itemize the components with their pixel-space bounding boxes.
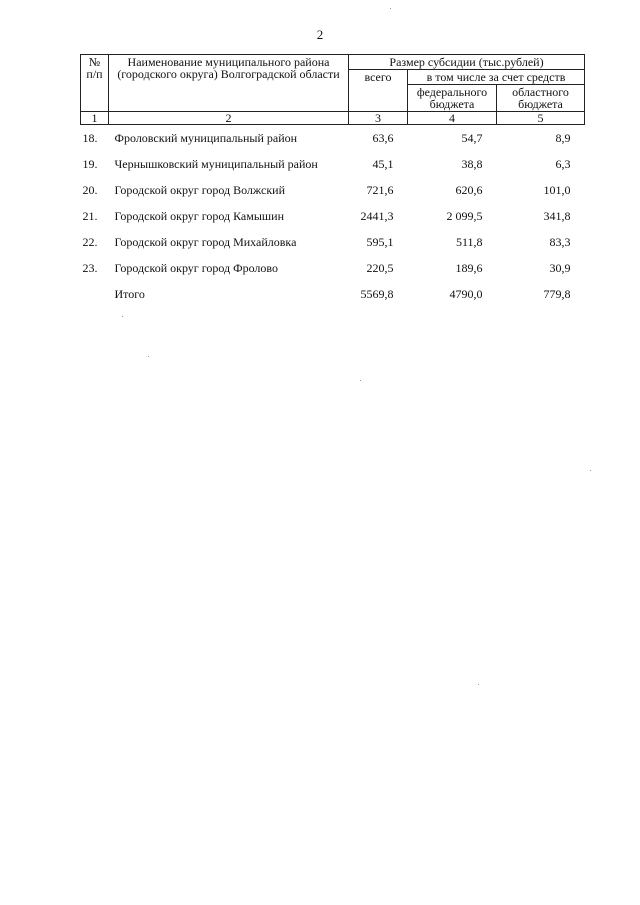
column-number: 2 <box>109 112 349 125</box>
row-name: Городской округ город Фролово <box>114 261 278 275</box>
page-number: 2 <box>316 27 324 42</box>
column-numbers-row <box>81 112 585 125</box>
scan-speck <box>122 316 123 317</box>
row-name: Городской округ город Волжский <box>114 183 285 197</box>
row-number: 20. <box>82 183 98 197</box>
row-name: Городской округ город Камышин <box>114 209 284 223</box>
row-federal: 511,8 <box>455 235 483 249</box>
totals-number <box>81 281 109 307</box>
column-number: 3 <box>349 112 408 125</box>
row-regional: 83,3 <box>549 235 571 249</box>
row-name: Фроловский муниципальный район <box>114 131 298 145</box>
row-name: Городской округ город Михайловка <box>114 235 297 249</box>
totals-regional: 779,8 <box>543 287 571 301</box>
table-row <box>81 177 585 203</box>
row-federal: 38,8 <box>461 157 483 171</box>
header-total: всего <box>349 70 408 112</box>
scan-speck <box>148 356 149 357</box>
row-total: 721,6 <box>366 183 394 197</box>
row-total: 63,6 <box>372 131 394 145</box>
row-regional: 341,8 <box>543 209 571 223</box>
column-number: 1 <box>81 112 109 125</box>
totals-federal: 4790,0 <box>449 287 483 301</box>
row-federal: 620,6 <box>455 183 483 197</box>
row-name: Чернышковский муниципальный район <box>114 157 318 171</box>
table-body <box>81 125 585 308</box>
table-row <box>81 203 585 229</box>
totals-row <box>81 281 585 307</box>
table-row <box>81 255 585 281</box>
row-number: 21. <box>82 209 98 223</box>
row-total: 45,1 <box>372 157 394 171</box>
header-including: в том числе за счет средств <box>408 70 585 85</box>
row-number: 18. <box>82 131 98 145</box>
row-regional: 101,0 <box>543 183 571 197</box>
totals-total: 5569,8 <box>360 287 394 301</box>
row-total: 595,1 <box>366 235 394 249</box>
row-number: 22. <box>82 235 98 249</box>
row-number: 23. <box>82 261 98 275</box>
table-row <box>81 229 585 255</box>
table-header <box>81 55 585 125</box>
header-federal: федерального бюджета <box>408 85 497 112</box>
scan-speck <box>360 380 361 381</box>
row-total: 220,5 <box>366 261 394 275</box>
row-number: 19. <box>82 157 98 171</box>
header-num: № п/п <box>81 55 109 112</box>
totals-label: Итого <box>114 287 145 301</box>
subsidy-table <box>80 54 585 307</box>
column-number: 5 <box>497 112 585 125</box>
scan-speck <box>390 8 391 9</box>
header-name: Наименование муниципального района (городского округа) Волгоградской области <box>109 55 349 112</box>
table-row <box>81 151 585 177</box>
header-subsidy: Размер субсидии (тыс.рублей) <box>349 55 585 70</box>
row-total: 2441,3 <box>360 209 394 223</box>
row-federal: 2 099,5 <box>446 209 483 223</box>
column-number: 4 <box>408 112 497 125</box>
scan-speck <box>590 470 591 471</box>
row-regional: 6,3 <box>555 157 571 171</box>
row-regional: 30,9 <box>549 261 571 275</box>
table-row <box>81 125 585 152</box>
header-regional: областного бюджета <box>497 85 585 112</box>
row-regional: 8,9 <box>555 131 571 145</box>
row-federal: 189,6 <box>455 261 483 275</box>
row-federal: 54,7 <box>461 131 483 145</box>
scan-speck <box>478 684 479 685</box>
